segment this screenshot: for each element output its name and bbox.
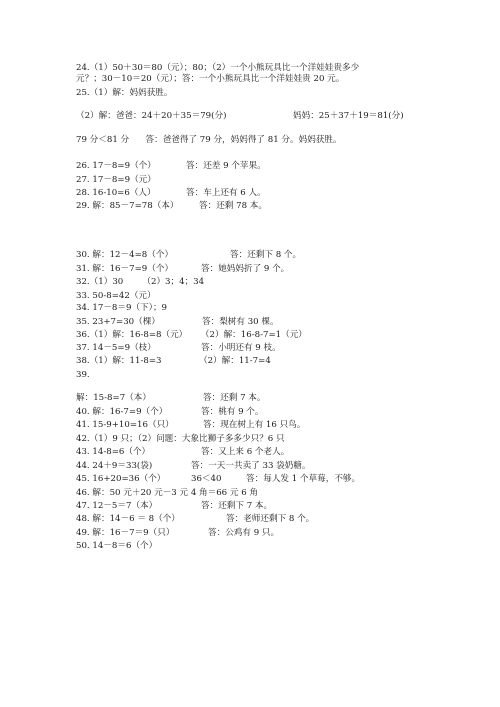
answer-reply: 答：一天一共卖了 33 袋奶糖。 bbox=[191, 461, 311, 471]
answer-text: 28. 16-10=6（人） bbox=[76, 188, 156, 198]
answer-text: 24.（1）50＋30＝80（元）；80；（2）一个小熊玩具比一个洋娃娃贵多少 bbox=[76, 63, 360, 73]
answer-reply: 妈妈：25＋37＋19＝81(分) bbox=[293, 111, 404, 121]
answer-text: 50. 14－8＝6（个） bbox=[76, 541, 158, 551]
answer-reply: 答：还差 9 个苹果。 bbox=[186, 161, 266, 171]
answer-text: 42.（1）9 只；（2）问题：大象比狮子多多少只？6 只 bbox=[76, 434, 285, 444]
answer-text: 39. bbox=[76, 370, 90, 380]
answer-reply: 答：车上还有 6 人。 bbox=[186, 188, 266, 198]
answer-reply: 答：她妈妈折了 9 个。 bbox=[201, 264, 290, 274]
answer-text: 31. 解：16－7=9（个） bbox=[76, 264, 174, 274]
answer-text: 解：15-8=7（本） bbox=[76, 393, 151, 403]
answer-text: 30. 解：12－4=8（个） bbox=[76, 250, 174, 260]
answer-text: 33. 50-8=42（元） bbox=[76, 291, 156, 301]
answer-text: 29. 解：85－7=78（本） bbox=[76, 201, 179, 211]
answer-text: 41. 15-9+10=16（只） bbox=[76, 420, 174, 430]
answer-text: 32.（1）30 （2）3；4；34 bbox=[76, 277, 205, 287]
answer-text: 40. 解：16-7=9（个） bbox=[76, 407, 168, 417]
answer-reply: 答：还剩 7 本。 bbox=[203, 393, 266, 403]
answer-reply: 答：还剩下 8 个。 bbox=[230, 250, 302, 260]
answer-reply: 答：公鸡有 9 只。 bbox=[208, 528, 280, 538]
answer-text: 38.（1）解：11-8=3 bbox=[76, 356, 162, 366]
answer-reply: 答：桃有 9 个。 bbox=[201, 407, 264, 417]
answer-reply: 36＜40 答：每人发 1 个草莓，不够。 bbox=[191, 474, 361, 484]
answer-reply: 答：梨树有 30 棵。 bbox=[202, 317, 279, 327]
answer-reply: 答：小明还有 9 枝。 bbox=[201, 343, 281, 353]
answer-text: 79 分＜81 分 答：爸爸得了 79 分，妈妈得了 81 分。妈妈获胜。 bbox=[76, 135, 342, 145]
answer-reply: 答：还剩下 7 本。 bbox=[201, 501, 273, 511]
answer-reply: 答：还剩 78 本。 bbox=[199, 201, 267, 211]
answer-text: 36.（1）解：16-8=8（元） （2）解：16-8-7=1（元） bbox=[76, 330, 307, 340]
answer-text: 34. 17－8＝9（下）；9 bbox=[76, 303, 167, 313]
answer-text: 元？；30－10＝20（元）；答：一个小熊玩具比一个洋娃娃贵 20 元。 bbox=[76, 74, 345, 84]
answer-text: 49. 解：16－7＝9（只） bbox=[76, 528, 175, 538]
answer-text: 46. 解：50 元＋20 元－3 元 4 角＝66 元 6 角 bbox=[76, 488, 258, 498]
answer-reply: 答：又上来 6 个老人。 bbox=[201, 447, 290, 457]
answer-text: 25.（1）解：妈妈获胜。 bbox=[76, 88, 173, 98]
answer-text: 26. 17－8=9（个） bbox=[76, 161, 156, 171]
answer-text: 44. 24＋9＝33(袋) bbox=[76, 461, 153, 471]
answer-text: 35. 23+7=30（棵） bbox=[76, 317, 160, 327]
answer-text: 48. 解：14－6 ＝ 8（个） bbox=[76, 514, 180, 524]
answer-text: 27. 17－8=9（元） bbox=[76, 175, 156, 185]
answer-text: 43. 14-8=6（个） bbox=[76, 447, 151, 457]
answer-reply: （2）解：11-7=4 bbox=[199, 356, 271, 366]
answer-text: 45. 16+20=36（个） bbox=[76, 474, 166, 484]
answer-text: （2）解：爸爸：24＋20＋35＝79(分) bbox=[76, 111, 227, 121]
answer-text: 47. 12－5＝7（本） bbox=[76, 501, 158, 511]
answer-reply: 答：老师还剩下 8 个。 bbox=[226, 514, 315, 524]
answer-reply: 答：现在树上有 16 只鸟。 bbox=[203, 420, 306, 430]
answer-text: 37. 14－5=9（枝） bbox=[76, 343, 156, 353]
